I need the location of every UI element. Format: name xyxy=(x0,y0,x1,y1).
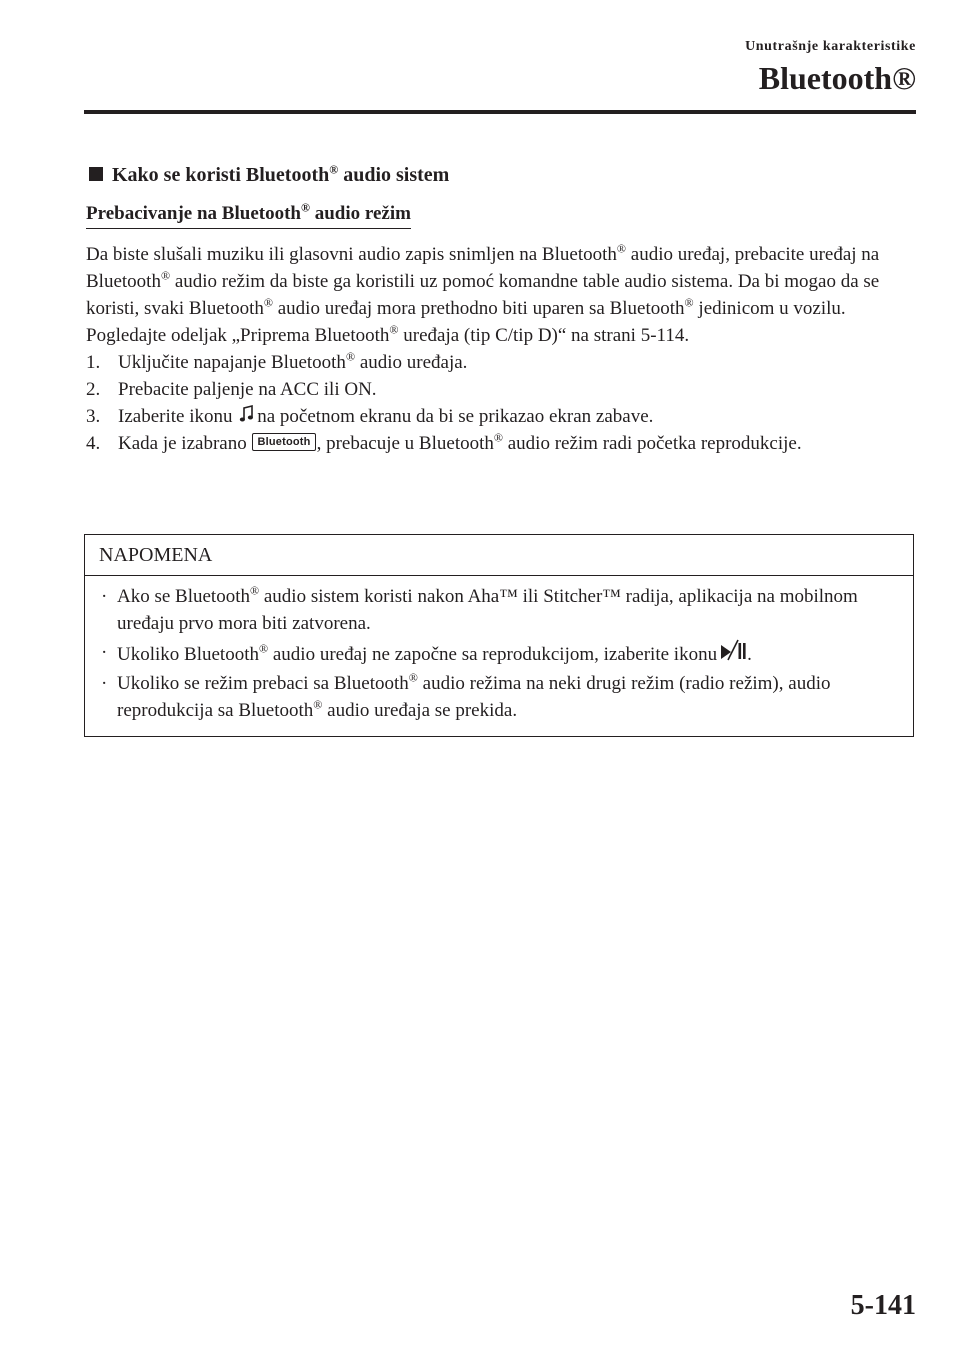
note-box xyxy=(84,534,914,737)
note-reg-2: ® xyxy=(313,697,323,712)
note-text: Ukoliko Bluetooth xyxy=(117,644,259,665)
step-number: 4. xyxy=(86,433,101,454)
note-text-end: . xyxy=(747,644,752,665)
note-text-end: audio sistem koristi nakon Aha™ ili Stitcher™ radija, aplikacija na mobilnom uređaju prvo mora biti zatvorena. xyxy=(117,586,858,634)
step-4 xyxy=(86,430,916,457)
intro-text-2: audio uređaj, prebacite uređaj na Bluetooth xyxy=(86,244,880,292)
subheading xyxy=(86,200,411,229)
bullet-icon: · xyxy=(101,673,108,694)
step-2 xyxy=(86,376,916,403)
step-text-end: audio uređaja. xyxy=(355,352,468,373)
main-content xyxy=(86,160,916,457)
intro-text-3: audio režim da biste ga koristili uz pomoć komandne table audio sistema. Da bi mogao da se koristi, svaki Bluetooth xyxy=(86,271,880,319)
music-note-icon xyxy=(239,404,255,424)
intro-reg-2: ® xyxy=(160,268,171,283)
bullet-icon: · xyxy=(101,586,108,607)
step-reg: ® xyxy=(345,349,356,364)
chapter-title: Bluetooth® xyxy=(758,60,916,96)
subheading-suffix: audio režim xyxy=(309,203,411,224)
step-text: Uključite napajanje Bluetooth xyxy=(118,352,346,373)
section-title: Unutrašnje karakteristike xyxy=(745,39,916,54)
note-item-3 xyxy=(99,670,899,724)
step-number: 1. xyxy=(86,352,101,373)
step-number: 3. xyxy=(86,406,101,427)
intro-reg-4: ® xyxy=(684,295,694,310)
intro-paragraph xyxy=(86,241,916,322)
heading-text-prefix: Kako se koristi Bluetooth xyxy=(112,164,330,186)
reference-reg: ® xyxy=(389,322,399,337)
subheading-reg: ® xyxy=(300,200,310,215)
step-3 xyxy=(86,403,916,430)
bullet-icon: · xyxy=(101,642,108,663)
step-1 xyxy=(86,349,916,376)
header-rule xyxy=(84,110,916,114)
intro-reg-3: ® xyxy=(263,295,273,310)
note-reg: ® xyxy=(408,670,418,685)
bluetooth-button-icon: Bluetooth xyxy=(252,433,315,451)
note-body xyxy=(85,576,913,736)
heading-reg: ® xyxy=(329,162,339,177)
intro-text-1: Da biste slušali muziku ili glasovni audio zapis snimljen na Bluetooth xyxy=(86,244,617,265)
note-text-end: audio uređaja se prekida. xyxy=(322,700,518,721)
page-number: 5-141 xyxy=(850,1290,916,1321)
reference-prefix: Pogledajte odeljak „Priprema Bluetooth xyxy=(86,325,390,346)
note-reg: ® xyxy=(250,583,260,598)
step-text: Kada je izabrano xyxy=(118,433,247,454)
note-title: NAPOMENA xyxy=(85,535,913,576)
heading-text-suffix: audio sistem xyxy=(338,164,450,186)
play-pause-icon xyxy=(719,639,747,661)
step-text: Izaberite ikonu xyxy=(118,406,233,427)
note-text: Ukoliko se režim prebaci sa Bluetooth xyxy=(117,673,409,694)
reference-text xyxy=(86,322,916,349)
reference-and-steps xyxy=(86,322,916,457)
step-text-end: na početnom ekranu da bi se prikazao ekran zabave. xyxy=(257,406,654,427)
note-text-mid: audio režima na neki drugi režim (radio režim), audio reprodukcija sa Bluetooth xyxy=(117,673,831,721)
note-item-1 xyxy=(99,583,899,637)
intro-text-5: jedinicom u vozilu. xyxy=(693,298,846,319)
note-reg: ® xyxy=(258,641,269,656)
page-header xyxy=(745,38,916,96)
reference-suffix: uređaja (tip C/tip D)“ na strani 5-114. xyxy=(398,325,690,346)
square-marker-icon xyxy=(89,167,103,181)
intro-reg-1: ® xyxy=(616,241,627,256)
step-text-mid: , prebacuje u Bluetooth xyxy=(316,433,494,454)
step-text: Prebacite paljenje na ACC ili ON. xyxy=(118,379,377,400)
note-text: Ako se Bluetooth xyxy=(117,586,250,607)
step-text-end: audio režim radi početka reprodukcije. xyxy=(503,433,802,454)
note-text-mid: audio uređaj ne započne sa reprodukcijom, izaberite ikonu xyxy=(268,644,718,665)
step-reg: ® xyxy=(493,430,503,445)
step-number: 2. xyxy=(86,379,101,400)
section-heading xyxy=(86,160,916,190)
subheading-prefix: Prebacivanje na Bluetooth xyxy=(86,203,301,224)
intro-text-4: audio uređaj mora prethodno biti uparen sa Bluetooth xyxy=(272,298,685,319)
note-item-2 xyxy=(99,639,899,668)
